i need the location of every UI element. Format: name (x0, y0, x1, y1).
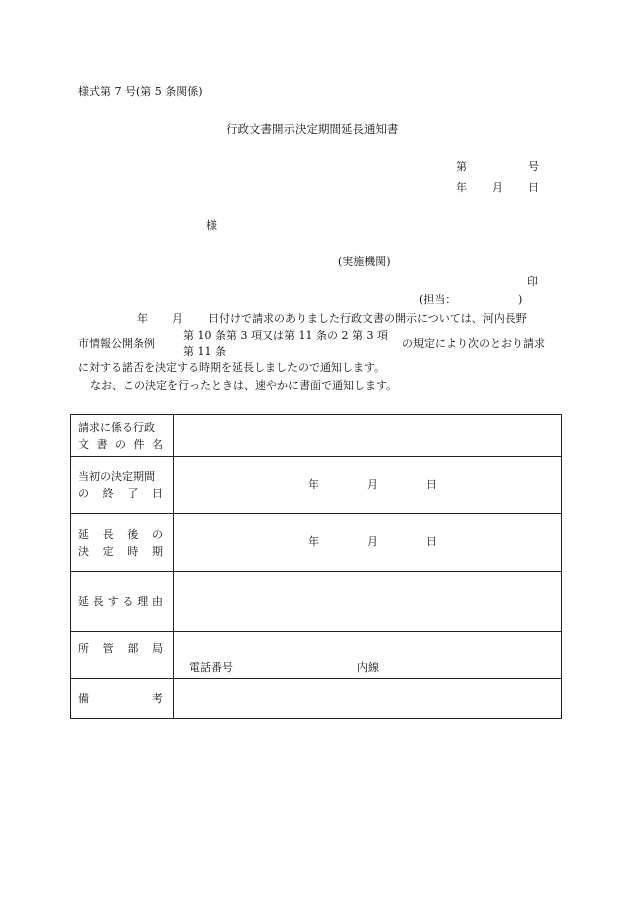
label-line-justified (78, 485, 163, 502)
extension-reason-field[interactable] (174, 572, 562, 632)
label-char: 決 (78, 544, 89, 558)
table-row (71, 572, 562, 632)
remarks-field[interactable] (174, 679, 562, 719)
date-month: 月 (367, 478, 378, 491)
label-line: 請求に係る行政 (78, 420, 155, 434)
table-row (71, 679, 562, 719)
table-row (71, 514, 562, 572)
label-char: 理 (137, 595, 149, 608)
body-ordinance: 市情報公開条例 (78, 337, 155, 350)
label-char: 部 (127, 642, 139, 655)
form-number: 様式第 7 号(第 5 条関係) (78, 85, 203, 98)
label-char: 日 (151, 487, 163, 500)
seal-mark: 印 (527, 275, 538, 288)
label-char: 所 (78, 642, 89, 655)
date-month: 月 (367, 535, 378, 548)
label-char: 由 (151, 595, 163, 608)
label-char: 延 (78, 527, 89, 541)
label-char: 考 (152, 692, 163, 705)
label-line-justified (78, 436, 163, 453)
label-char: 後 (127, 527, 139, 541)
label-char: す (107, 595, 119, 608)
label-char: る (122, 595, 134, 608)
body-line1-month: 月 (172, 312, 183, 325)
label-char: 局 (151, 642, 163, 655)
doc-number-suffix: 号 (528, 160, 539, 173)
label-char: 書 (96, 437, 108, 451)
label-char: 定 (102, 544, 114, 558)
label-char: 時 (127, 544, 139, 558)
addressee-suffix: 様 (206, 219, 217, 232)
label-char: の (78, 487, 89, 500)
label-char: 長 (102, 527, 114, 541)
label-char: 了 (127, 487, 139, 500)
label-char: の (151, 527, 163, 541)
label-line-justified (78, 526, 163, 543)
label-line: 当初の決定期間 (78, 470, 155, 483)
agency-label: (実施機関) (338, 255, 391, 268)
contact-close: ) (518, 293, 523, 306)
details-table (70, 414, 562, 719)
table-row (71, 632, 562, 679)
row-label (71, 514, 174, 572)
body-line1-text: 日付けで請求のありました行政文書の開示については、河内長野 (208, 312, 527, 325)
label-char: 件 (133, 437, 145, 451)
label-char: 文 (78, 437, 89, 451)
row-label (71, 415, 174, 457)
label-char: 名 (152, 437, 163, 451)
label-char: 延 (78, 595, 89, 608)
date-day: 日 (426, 478, 437, 491)
label-char: 管 (102, 642, 114, 655)
label-char: の (115, 437, 126, 451)
row-label (71, 632, 174, 679)
extended-deadline-field[interactable] (174, 514, 562, 572)
body-clause-a: 第 10 条第 3 項又は第 11 条の 2 第 3 項 (183, 329, 388, 342)
doc-date-month: 月 (492, 181, 503, 194)
phone-label: 電話番号 (189, 661, 233, 674)
row-label (71, 679, 174, 719)
label-char: 長 (92, 595, 104, 608)
document-title: 行政文書開示決定期間延長通知書 (226, 122, 399, 136)
label-line-justified (78, 690, 163, 707)
label-char: 期 (151, 544, 163, 558)
body-line3: に対する諾否を決定する時期を延長しましたので通知します。 (78, 361, 386, 374)
label-line-justified (78, 543, 163, 560)
table-row (71, 415, 562, 457)
body-clause-b: 第 11 条 (183, 345, 226, 358)
label-line-justified (78, 593, 163, 610)
extension-label: 内線 (357, 661, 379, 674)
row-label (71, 457, 174, 514)
date-year: 年 (308, 535, 319, 548)
label-line-justified (78, 640, 163, 657)
row-label (71, 572, 174, 632)
table-row (71, 457, 562, 514)
date-day: 日 (426, 535, 437, 548)
doc-date-year: 年 (456, 181, 467, 194)
department-field[interactable] (174, 632, 562, 679)
contact-open: (担当： (419, 293, 457, 306)
label-char: 備 (78, 692, 89, 705)
original-deadline-field[interactable] (174, 457, 562, 514)
document-subject-field[interactable] (174, 415, 562, 457)
body-line1-year: 年 (137, 312, 148, 325)
doc-date-day: 日 (528, 181, 539, 194)
body-line2-text: の規定により次のとおり請求 (402, 337, 545, 350)
doc-number-prefix: 第 (456, 160, 467, 173)
label-char: 終 (102, 487, 114, 500)
date-year: 年 (308, 478, 319, 491)
body-line4: なお、この決定を行ったときは、速やかに書面で通知します。 (90, 379, 398, 392)
